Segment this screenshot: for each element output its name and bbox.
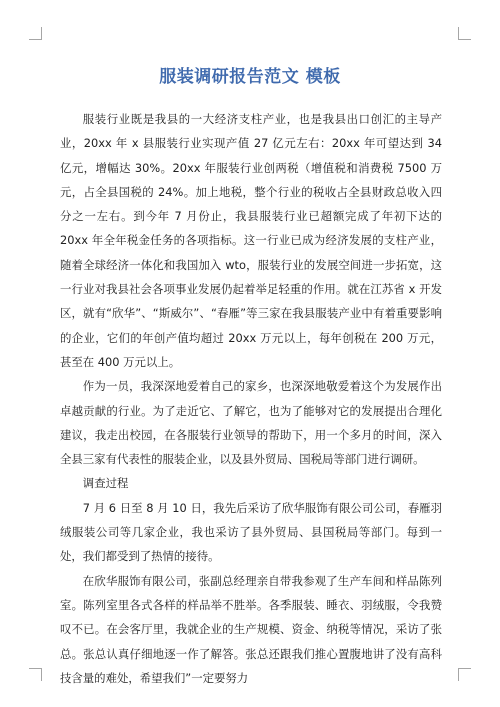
document-title: 服装调研报告范文 模板	[159, 67, 341, 87]
paragraph-2: 作为一员，我深深地爱着自己的家乡，也深深地敬爱着这个为发展作出卓越贡献的行业。为了走近它、了解它，也为了能够对它的发展提出合理化建议，我走出校园，在各服装行业领导的帮助下，用一个多月的时间，深入全县三家有代表性的服装企业，以及县外贸局、国税局等部门进行调研。	[60, 379, 442, 467]
corner-mark-top-left	[29, 27, 42, 40]
paragraph-3: 7 月 6 日至 8 月 10 日，我先后采访了欣华服饰有限公司公司，春雁羽绒服装公司等几家企业，我也采访了县外贸局、县国税局等部门。每到一处，我们都受到了热情的接待。	[60, 500, 442, 564]
paragraph-1: 服装行业既是我县的一大经济支柱产业，也是我县出口创汇的主导产业，20xx 年 x 县服装行业实现产值 27 亿元左右：20xx 年可望达到 34 亿元，增幅达 30%。20xx 年服装行业创两税（增值税和消费税 7500 万元，占全县国税的 24%。加上地税，整个行业的税收占全县财政总收入四分之一左右。到今年 7 月份止，我县服装行业已超额完成了年初下达的 20xx 年全年税金任务的各项指标。这一行业已成为经济发展的支柱产业，随着全球经济一体化和我国加入 wto，服装行业的发展空间进一步拓宽，这一行业对我县社会各项事业发展仍起着举足轻重的作用。就在江苏省 x 开发区，就有“欣华”、“斯威尔”、“春雁”等三家在我县服装产业中有着重要影响的企业，它们的年创产值均超过 20xx 万元以上，每年创税在 200 万元，甚至在 400 万元以上。	[60, 112, 442, 369]
corner-mark-bottom-right	[458, 668, 471, 681]
section-heading: 调查过程	[82, 476, 129, 491]
paragraph-4: 在欣华服饰有限公司，张副总经理亲自带我参观了生产车间和样品陈列室。陈列室里各式各样的样品举不胜举。各季服装、睡衣、羽绒服，令我赞叹不已。在会客厅里，我就企业的生产规模、资金、纳税等情况，采访了张总。张总认真仔细地逐一作了解答。张总还跟我们推心置腹地讲了没有高科技含量的难处，希望我们”一定要努力	[60, 573, 442, 685]
corner-mark-bottom-left	[29, 668, 42, 681]
document-body	[60, 107, 442, 690]
corner-mark-top-right	[458, 27, 471, 40]
